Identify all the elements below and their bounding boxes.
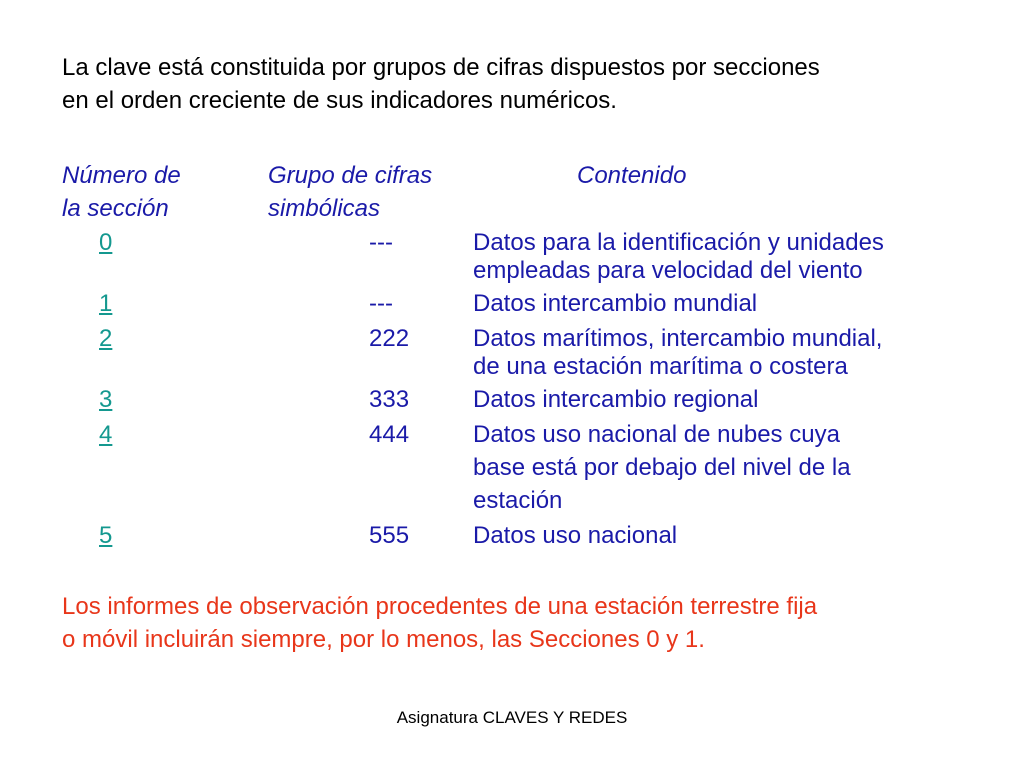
header-grupo-line-2: simbólicas: [268, 195, 381, 222]
intro-paragraph: [62, 51, 1002, 117]
section-link-0[interactable]: 0: [99, 229, 113, 256]
section-desc-3-line-1: Datos intercambio regional: [473, 386, 759, 413]
intro-line-2: en el orden creciente de sus indicadores numéricos.: [62, 87, 617, 114]
section-group-5: 555: [369, 522, 410, 549]
note-line-2: o móvil incluirán siempre, por lo menos, las Secciones 0 y 1.: [62, 626, 705, 653]
section-desc-0: [473, 229, 993, 285]
header-grupo-cifras: [268, 159, 432, 225]
section-desc-1-line-1: Datos intercambio mundial: [473, 290, 758, 317]
section-group-0: ---: [369, 229, 393, 256]
section-desc-2-line-1: Datos marítimos, intercambio mundial,: [473, 325, 883, 352]
section-link-2[interactable]: 2: [99, 325, 113, 352]
section-desc-4-line-1: Datos uso nacional de nubes cuya: [473, 421, 840, 448]
section-desc-5: [473, 522, 993, 550]
section-link-5[interactable]: 5: [99, 522, 113, 549]
section-group-2: 222: [369, 325, 410, 352]
section-link-4[interactable]: 4: [99, 421, 113, 448]
intro-line-1: La clave está constituida por grupos de cifras dispuestos por secciones: [62, 54, 820, 81]
section-desc-0-line-2: empleadas para velocidad del viento: [473, 257, 863, 284]
section-desc-1: [473, 290, 993, 318]
section-link-1[interactable]: 1: [99, 290, 113, 317]
header-numero-line-2: la sección: [62, 195, 169, 222]
header-contenido: Contenido: [577, 162, 687, 189]
section-desc-4-line-2: base está por debajo del nivel de la: [473, 454, 851, 481]
note-paragraph: [62, 590, 1002, 656]
header-grupo-line-1: Grupo de cifras: [268, 162, 433, 189]
section-desc-0-line-1: Datos para la identificación y unidades: [473, 229, 884, 256]
section-desc-3: [473, 386, 993, 414]
section-group-3: 333: [369, 386, 410, 413]
section-group-4: 444: [369, 421, 410, 448]
header-numero-line-1: Número de: [62, 162, 181, 189]
section-desc-2: [473, 325, 993, 381]
section-desc-5-line-1: Datos uso nacional: [473, 522, 678, 549]
header-numero-seccion: [62, 159, 181, 225]
section-link-3[interactable]: 3: [99, 386, 113, 413]
section-desc-2-line-2: de una estación marítima o costera: [473, 353, 848, 380]
section-desc-4: [473, 418, 993, 517]
footer: Asignatura CLAVES Y REDES: [396, 708, 628, 727]
section-desc-4-line-3: estación: [473, 487, 563, 514]
note-line-1: Los informes de observación procedentes de una estación terrestre fija: [62, 593, 818, 620]
section-group-1: ---: [369, 290, 393, 317]
